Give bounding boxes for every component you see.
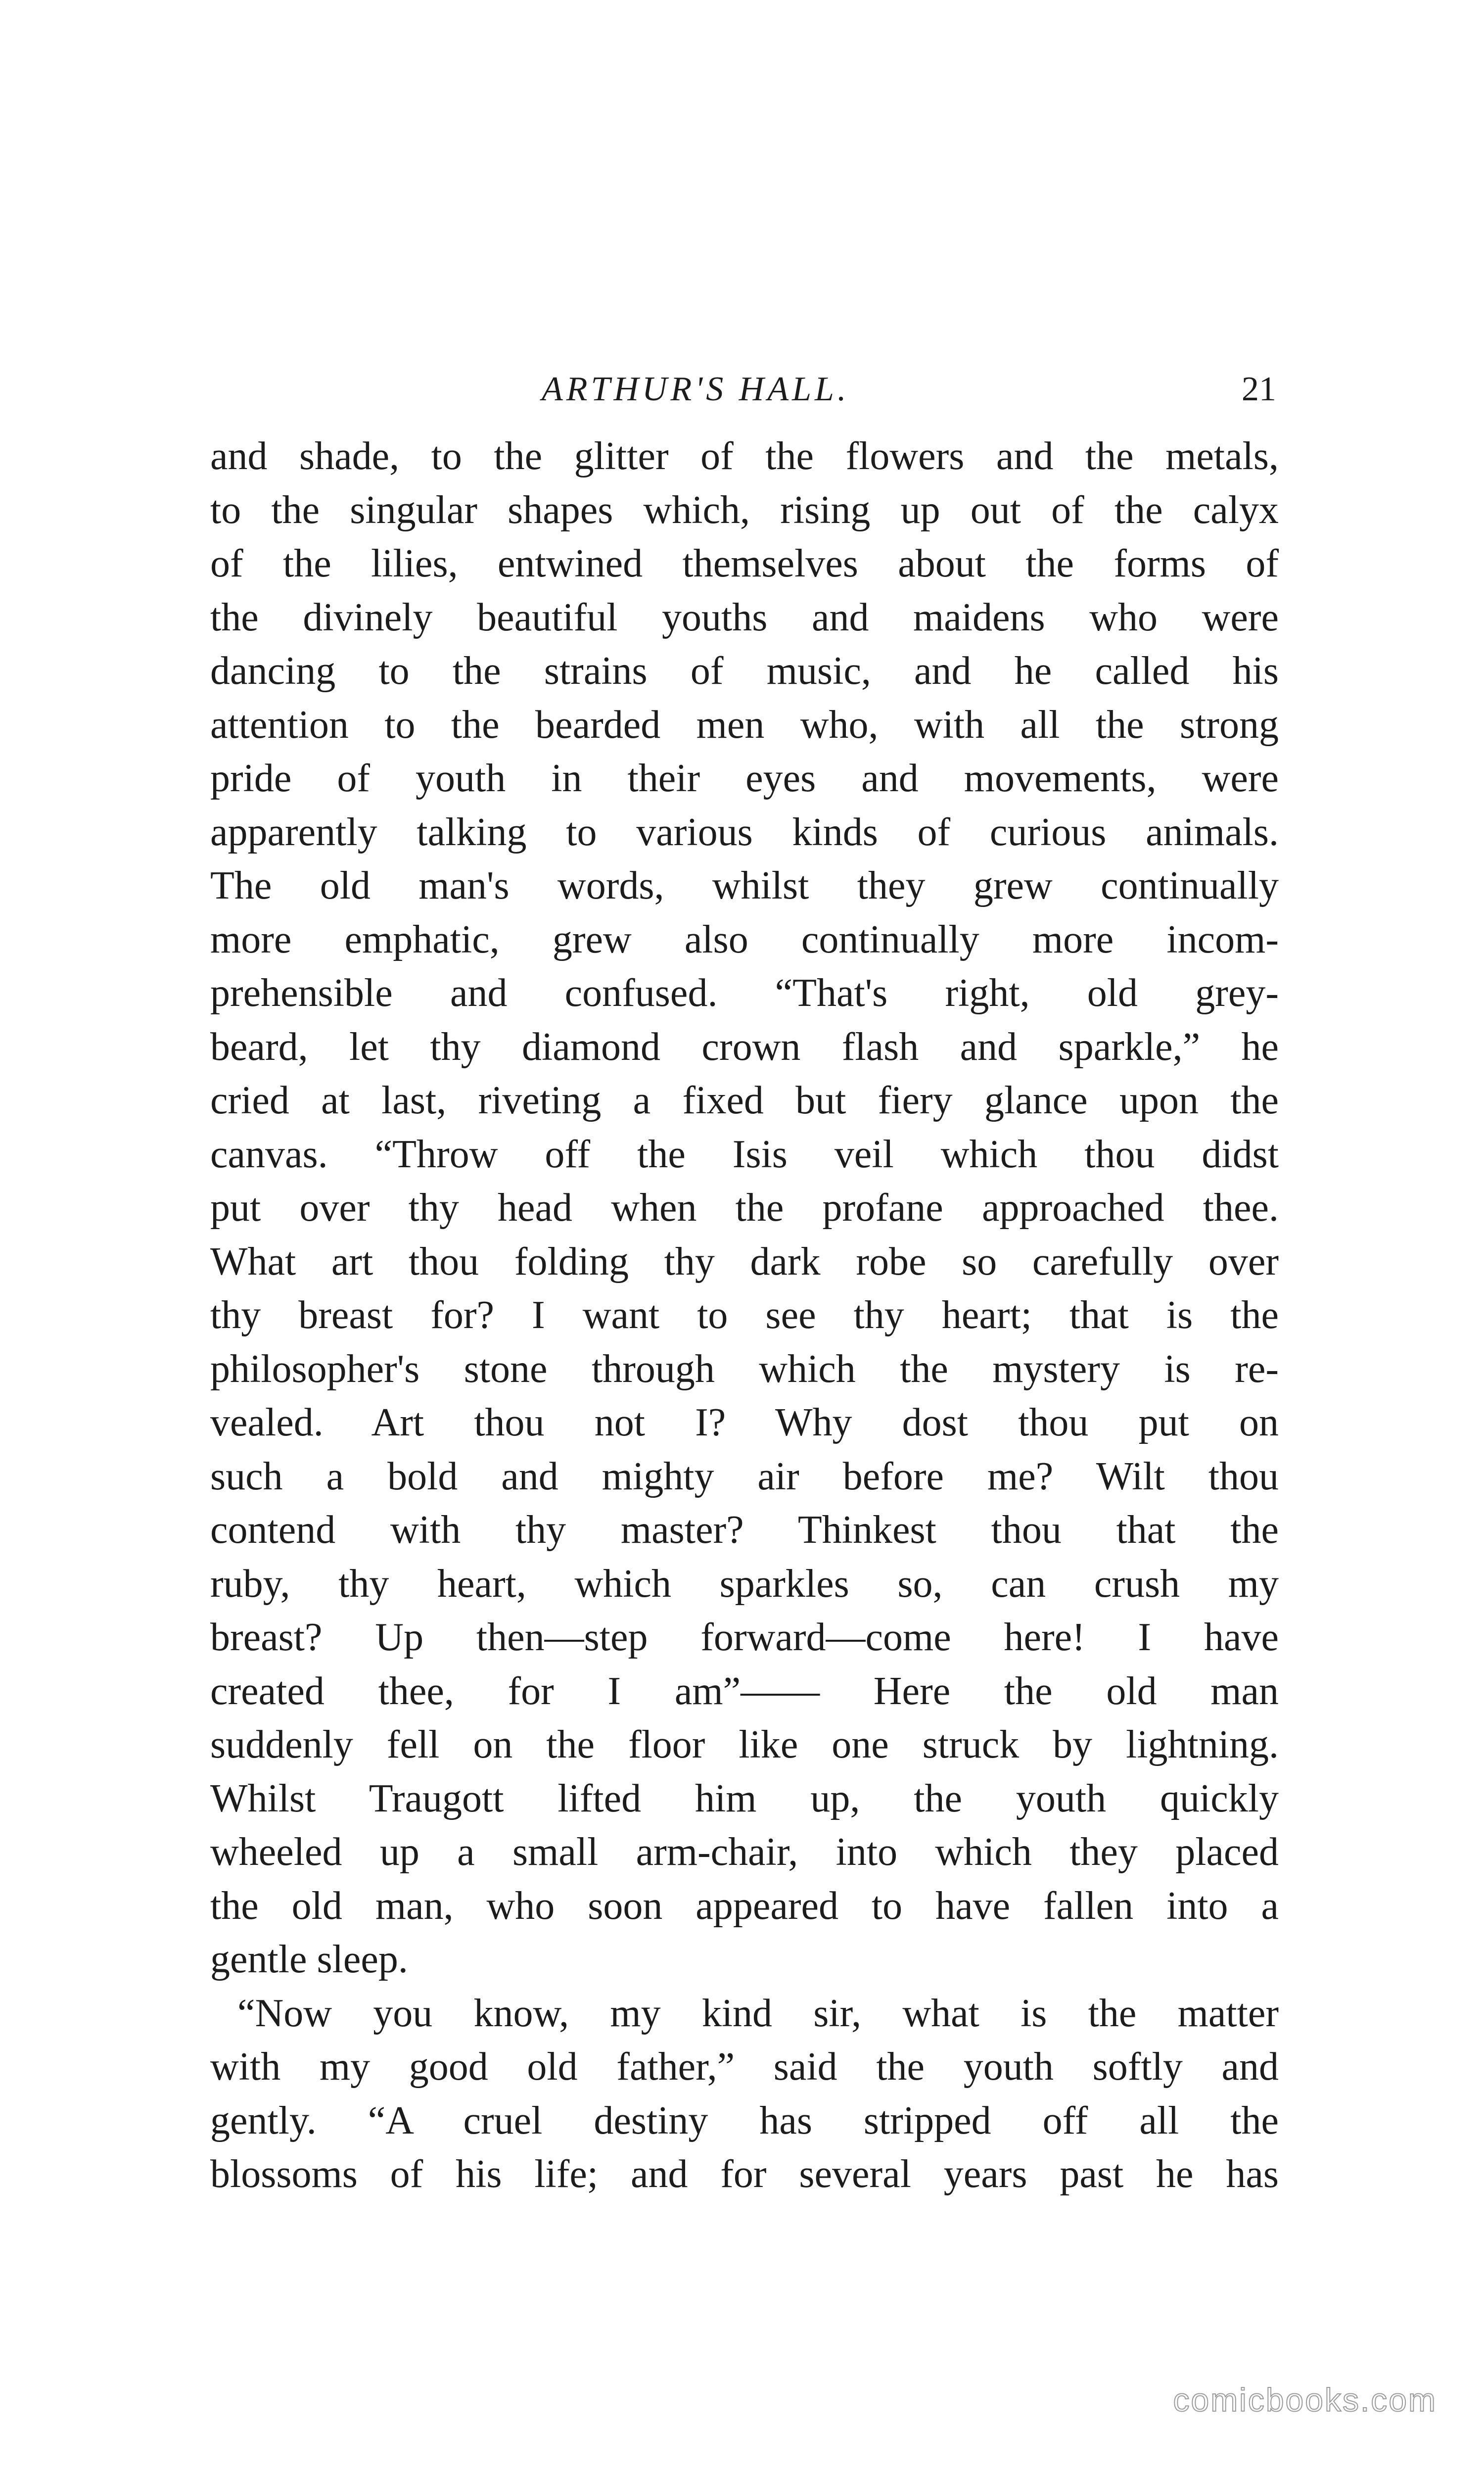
text-line: attention to the bearded men who, with all the strong <box>210 703 1279 747</box>
text-line: cried at last, riveting a fixed but fiery glance upon the <box>210 1079 1279 1122</box>
text-line: suddenly fell on the floor like one struck by lightning. <box>210 1723 1279 1766</box>
text-line: philosopher's stone through which the mystery is re- <box>210 1347 1279 1391</box>
text-line: Whilst Traugott lifted him up, the youth quickly <box>210 1776 1279 1820</box>
text-line: the divinely beautiful youths and maidens who were <box>210 595 1279 639</box>
text-line: canvas. “Throw off the Isis veil which thou didst <box>210 1132 1279 1176</box>
text-line: beard, let thy diamond crown flash and sparkle,” he <box>210 1025 1279 1069</box>
text-line: to the singular shapes which, rising up out of the calyx <box>210 488 1279 532</box>
running-head: ARTHUR'S HALL. <box>542 370 850 408</box>
text-line: dancing to the strains of music, and he called his <box>210 649 1279 693</box>
text-line: breast? Up then—step forward—come here! I have <box>210 1616 1279 1659</box>
text-line: ruby, thy heart, which sparkles so, can crush my <box>210 1562 1279 1606</box>
paragraph-end-line: gentle sleep. <box>210 1938 408 1981</box>
text-line: gently. “A cruel destiny has stripped off all the <box>210 2098 1279 2142</box>
text-line: prehensible and confused. “That's right, old grey- <box>210 971 1279 1015</box>
text-line: blossoms of his life; and for several years past he has <box>210 2152 1279 2196</box>
text-line: put over thy head when the profane approached thee. <box>210 1186 1279 1230</box>
text-line: What art thou folding thy dark robe so carefully over <box>210 1239 1279 1284</box>
text-line: with my good old father,” said the youth softly and <box>210 2045 1279 2089</box>
page-header <box>0 367 1484 412</box>
text-line: of the lilies, entwined themselves about the forms of <box>210 542 1279 585</box>
text-line: and shade, to the glitter of the flowers and the metals, <box>210 434 1279 478</box>
watermark: comicbooks.com <box>1173 2381 1437 2418</box>
text-line: created thee, for I am”—— Here the old man <box>210 1669 1279 1713</box>
text-line: pride of youth in their eyes and movements, were <box>210 757 1279 800</box>
text-line: the old man, who soon appeared to have fallen into a <box>210 1884 1279 1928</box>
text-line: wheeled up a small arm-chair, into which they placed <box>210 1830 1279 1874</box>
body-text <box>210 429 1279 2201</box>
text-line: thy breast for? I want to see thy heart; that is the <box>210 1293 1279 1337</box>
text-line: vealed. Art thou not I? Why dost thou put on <box>210 1401 1279 1444</box>
paragraph-start-line: “Now you know, my kind sir, what is the matter <box>237 1991 1279 2035</box>
text-line: more emphatic, grew also continually more incom- <box>210 917 1279 961</box>
text-line: contend with thy master? Thinkest thou that the <box>210 1508 1279 1552</box>
page-number: 21 <box>1242 370 1276 408</box>
text-line: apparently talking to various kinds of curious animals. <box>210 810 1279 854</box>
text-line: The old man's words, whilst they grew continually <box>210 864 1279 907</box>
text-line: such a bold and mighty air before me? Wilt thou <box>210 1454 1279 1498</box>
